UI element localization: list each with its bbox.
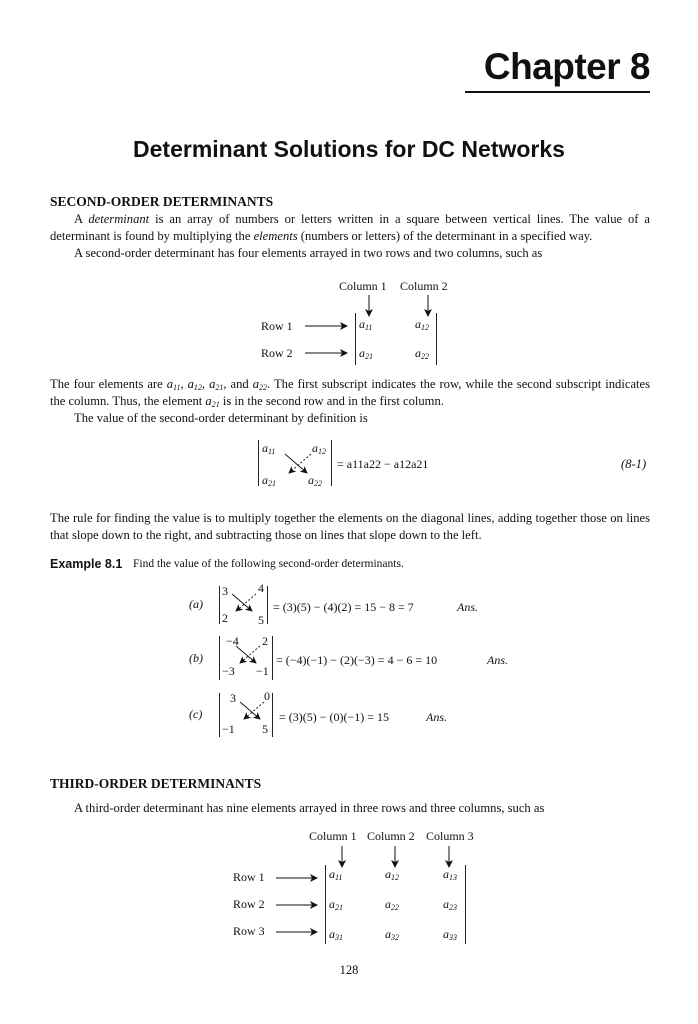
element-a21: $a_{21}$ <box>359 346 373 361</box>
example-c-answer: Ans. <box>426 710 447 724</box>
paragraph-value-definition: The value of the second-order determinant by definition is <box>74 411 368 425</box>
example-b-diagonal-right <box>236 646 256 663</box>
section-heading-third-order: THIRD-ORDER DETERMINANTS <box>50 776 262 791</box>
example-b-diagonal-left <box>240 646 260 663</box>
example-a-diagonal-right <box>232 594 252 611</box>
formula-right-bar <box>331 440 332 486</box>
element-3x3-a32: $a_{32}$ <box>385 927 399 942</box>
row-3-label-3x3: Row 3 <box>233 924 265 938</box>
example-c-left-bar <box>219 693 220 737</box>
example-a-left-bar <box>219 586 220 624</box>
example-b-m21: −3 <box>222 664 235 678</box>
section-heading-second-order: SECOND-ORDER DETERMINANTS <box>50 194 274 209</box>
element-3x3-a11: $a_{11}$ <box>329 867 343 882</box>
example-label: Example 8.1 <box>50 557 123 571</box>
formula-a22: $a_{22}$ <box>308 473 322 488</box>
row-1-label: Row 1 <box>261 319 293 333</box>
page-number: 128 <box>339 963 359 977</box>
example-c-m21: −1 <box>222 722 235 736</box>
row-2-label: Row 2 <box>261 346 293 360</box>
column-1-label: Column 1 <box>339 279 387 293</box>
element-3x3-a21: $a_{21}$ <box>329 897 343 912</box>
element-3x3-a13: $a_{13}$ <box>443 867 457 882</box>
element-a12: $a_{12}$ <box>415 317 429 332</box>
paragraph-definition: A determinant is an array of numbers or letters written in a square between vertical lines. The value of a determinant is found by multiplying the elements (numbers or letters) of the determinant in a specified way. <box>50 212 650 243</box>
example-b-right-bar <box>272 636 273 680</box>
column-2-label: Column 2 <box>400 279 448 293</box>
element-3x3-a31: $a_{31}$ <box>329 927 343 942</box>
formula-a11: $a_{11}$ <box>262 441 276 456</box>
example-a-diagonal-left <box>236 594 256 611</box>
element-a22: $a_{22}$ <box>415 346 429 361</box>
example-a-answer: Ans. <box>457 600 478 614</box>
element-3x3-a12: $a_{12}$ <box>385 867 399 882</box>
determinant-3x3-right-bar <box>465 865 466 944</box>
column-1-label-3x3: Column 1 <box>309 829 357 843</box>
example-a-tag: (a) <box>189 597 203 611</box>
formula-a12: $a_{12}$ <box>312 441 326 456</box>
chapter-title: Determinant Solutions for DC Networks <box>133 136 565 162</box>
equation-number: (8-1) <box>621 457 647 471</box>
example-c-expression: = (3)(5) − (0)(−1) = 15 <box>279 710 390 724</box>
example-a-expression: = (3)(5) − (4)(2) = 15 − 8 = 7 <box>273 600 414 614</box>
element-3x3-a33: $a_{33}$ <box>443 927 457 942</box>
formula-left-bar <box>258 440 259 486</box>
example-b-m22: −1 <box>256 664 269 678</box>
formula-a21: $a_{21}$ <box>262 473 276 488</box>
formula-diagonal-right <box>285 454 307 473</box>
example-a-m22: 5 <box>258 613 264 627</box>
element-3x3-a22: $a_{22}$ <box>385 897 399 912</box>
example-c-m11: 3 <box>230 691 236 705</box>
paragraph-subscripts: The four elements are $a_{11}$, $a_{12}$, $a_{21}$, and $a_{22}$. The first subscript indicates the row, while the second subscript indicates the column. Thus, the element $a_{21}$ is in the second row and in the first column. <box>50 377 651 409</box>
row-1-label-3x3: Row 1 <box>233 870 265 884</box>
formula-rhs: = a11a22 − a12a21 <box>337 457 429 471</box>
example-a-right-bar <box>267 586 268 624</box>
example-a-m21: 2 <box>222 611 228 625</box>
example-prompt: Find the value of the following second-order determinants. <box>133 558 404 570</box>
example-c-right-bar <box>272 693 273 737</box>
example-b-answer: Ans. <box>487 653 508 667</box>
paragraph-third-order-intro: A third-order determinant has nine elements arrayed in three rows and three columns, such as <box>74 801 545 815</box>
example-c-m12: 0 <box>264 689 270 703</box>
example-c-diagonal-right <box>240 702 260 719</box>
example-a-m12: 4 <box>258 581 264 595</box>
row-2-label-3x3: Row 2 <box>233 897 265 911</box>
example-b-expression: = (−4)(−1) − (2)(−3) = 4 − 6 = 10 <box>276 653 438 667</box>
column-2-label-3x3: Column 2 <box>367 829 415 843</box>
paragraph-second-order-intro: A second-order determinant has four elements arrayed in two rows and two columns, such as <box>74 246 543 260</box>
example-b-left-bar <box>219 636 220 680</box>
column-3-label-3x3: Column 3 <box>426 829 474 843</box>
example-a-m11: 3 <box>222 584 228 598</box>
formula-diagonal-left <box>289 454 311 473</box>
determinant-3x3-left-bar <box>325 865 326 944</box>
element-3x3-a23: $a_{23}$ <box>443 897 457 912</box>
example-b-m12: 2 <box>262 634 268 648</box>
example-c-m22: 5 <box>262 722 268 736</box>
example-b-tag: (b) <box>189 651 203 665</box>
example-c-diagonal-left <box>244 702 264 719</box>
example-c-tag: (c) <box>189 707 203 721</box>
element-a11: $a_{11}$ <box>359 317 373 332</box>
chapter-label: Chapter 8 <box>483 46 650 87</box>
example-b-m11: −4 <box>226 634 239 648</box>
paragraph-diagonal-rule: The rule for finding the value is to multiply together the elements on the diagonal lines, adding together those on lines that slope down to the right, and subtracting those on lines that slope down to the left. <box>50 511 650 542</box>
